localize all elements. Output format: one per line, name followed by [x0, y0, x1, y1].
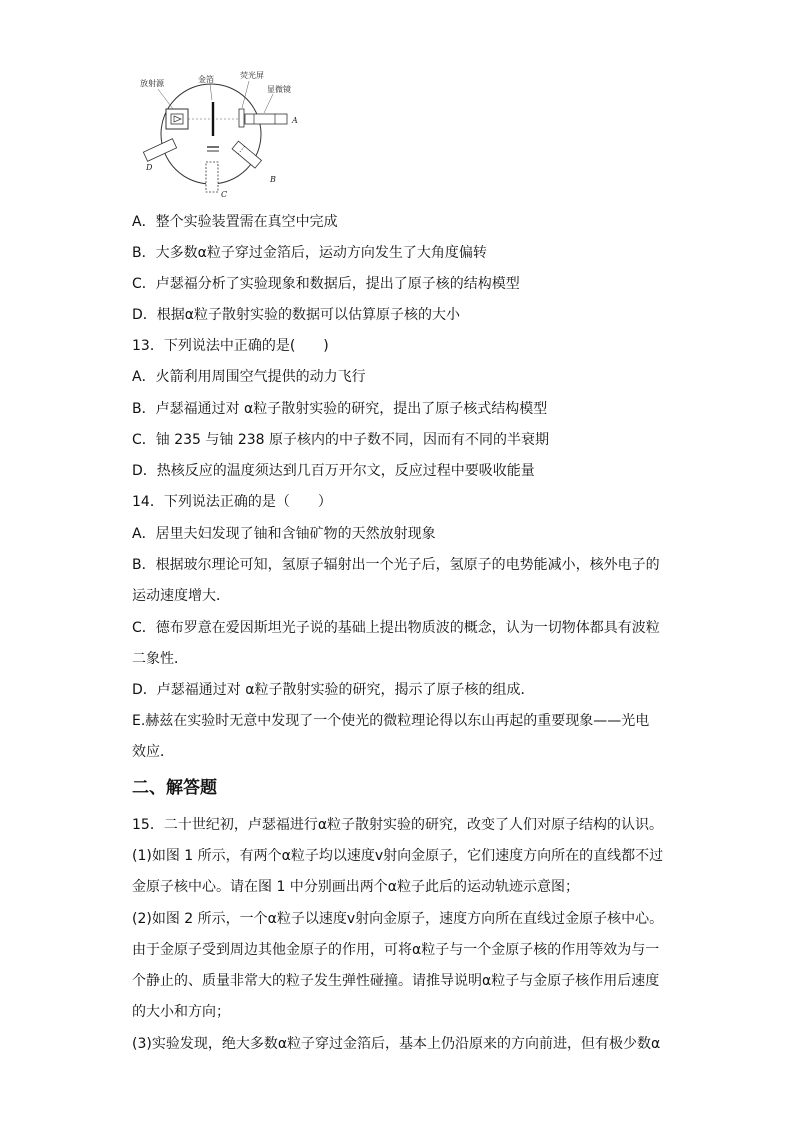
- q13-option-a: A．火箭利用周围空气提供的动力飞行: [132, 369, 366, 385]
- microscope-a: [245, 114, 287, 124]
- q13-option-d: D．热核反应的温度须达到几百万开尔文，反应过程中要吸收能量: [132, 463, 535, 479]
- label-source: 放射源: [140, 79, 164, 88]
- label-pos-b: B: [270, 175, 276, 184]
- q14-option-c-cont: 二象性．: [132, 651, 188, 667]
- section-heading: 二、解答题: [132, 778, 217, 798]
- question-13-stem: 13．下列说法中正确的是( ): [132, 338, 329, 354]
- q15-part-2-cont: 个静止的、质量非常大的粒子发生弹性碰撞。请推导说明α粒子与金原子核作用后速度: [132, 973, 660, 989]
- question-14-stem: 14．下列说法正确的是（ ）: [132, 494, 332, 510]
- q15-part-2: (2)如图 2 所示，一个α粒子以速度v射向金原子，速度方向所在直线过金原子核中心。: [132, 911, 664, 927]
- source-box: [166, 109, 188, 129]
- q13-option-c: C．铀 235 与铀 238 原子核内的中子数不同，因而有不同的半衰期: [132, 432, 550, 448]
- label-pos-a: A: [292, 116, 298, 125]
- option-b: B．大多数α粒子穿过金箔后，运动方向发生了大角度偏转: [132, 245, 487, 261]
- leader-line: [242, 81, 249, 108]
- fluorescent-screen: [239, 109, 244, 127]
- label-screen: 荧光屏: [240, 71, 264, 80]
- label-foil: 金箔: [198, 75, 214, 84]
- q14-option-c: C．德布罗意在爱因斯坦光子说的基础上提出物质波的概念，认为一切物体都具有波粒: [132, 620, 660, 636]
- label-pos-c: C: [221, 190, 228, 199]
- q15-part-1: (1)如图 1 所示，有两个α粒子均以速度v射向金原子，它们速度方向所在的直线都不过: [132, 848, 664, 864]
- microscope-c: [206, 162, 218, 192]
- q14-option-d: D．卢瑟福通过对 α粒子散射实验的研究，揭示了原子核的组成．: [132, 682, 535, 698]
- q14-option-b-cont: 运动速度增大．: [132, 588, 230, 604]
- rutherford-scattering-apparatus-diagram: [128, 66, 308, 204]
- question-15-stem: 15．二十世纪初，卢瑟福进行α粒子散射实验的研究，改变了人们对原子结构的认识。: [132, 817, 664, 833]
- option-a: A．整个实验装置需在真空中完成: [132, 214, 338, 230]
- q14-option-e-cont: 效应．: [132, 744, 174, 760]
- q14-option-a: A．居里夫妇发现了铀和含铀矿物的天然放射现象: [132, 526, 436, 542]
- q15-part-2-cont: 的大小和方向；: [132, 1004, 230, 1020]
- leader-line: [158, 89, 173, 109]
- leader-line: [210, 84, 212, 100]
- option-d: D．根据α粒子散射实验的数据可以估算原子核的大小: [132, 307, 461, 323]
- q15-part-1-cont: 金原子核中心。请在图 1 中分别画出两个α粒子此后的运动轨迹示意图；: [132, 879, 580, 895]
- q15-part-2-cont: 由于金原子受到周边其他金原子的作用，可将α粒子与一个金原子核的作用等效为与一: [132, 942, 660, 958]
- leader-line: [264, 94, 273, 113]
- microscope-d: [143, 139, 176, 162]
- q14-option-e: E.赫兹在实验时无意中发现了一个使光的微粒理论得以东山再起的重要现象——光电: [132, 713, 650, 729]
- q14-option-b: B．根据玻尔理论可知，氢原子辐射出一个光子后，氢原子的电势能减小，核外电子的: [132, 557, 660, 573]
- label-microscope: 显微镜: [267, 85, 291, 94]
- q15-part-3: (3)实验发现，绝大多数α粒子穿过金箔后，基本上仍沿原来的方向前进，但有极少数α: [132, 1036, 661, 1052]
- q13-option-b: B．卢瑟福通过对 α粒子散射实验的研究，提出了原子核式结构模型: [132, 401, 548, 417]
- option-c: C．卢瑟福分析了实验现象和数据后，提出了原子核的结构模型: [132, 276, 520, 292]
- label-pos-d: D: [146, 163, 153, 172]
